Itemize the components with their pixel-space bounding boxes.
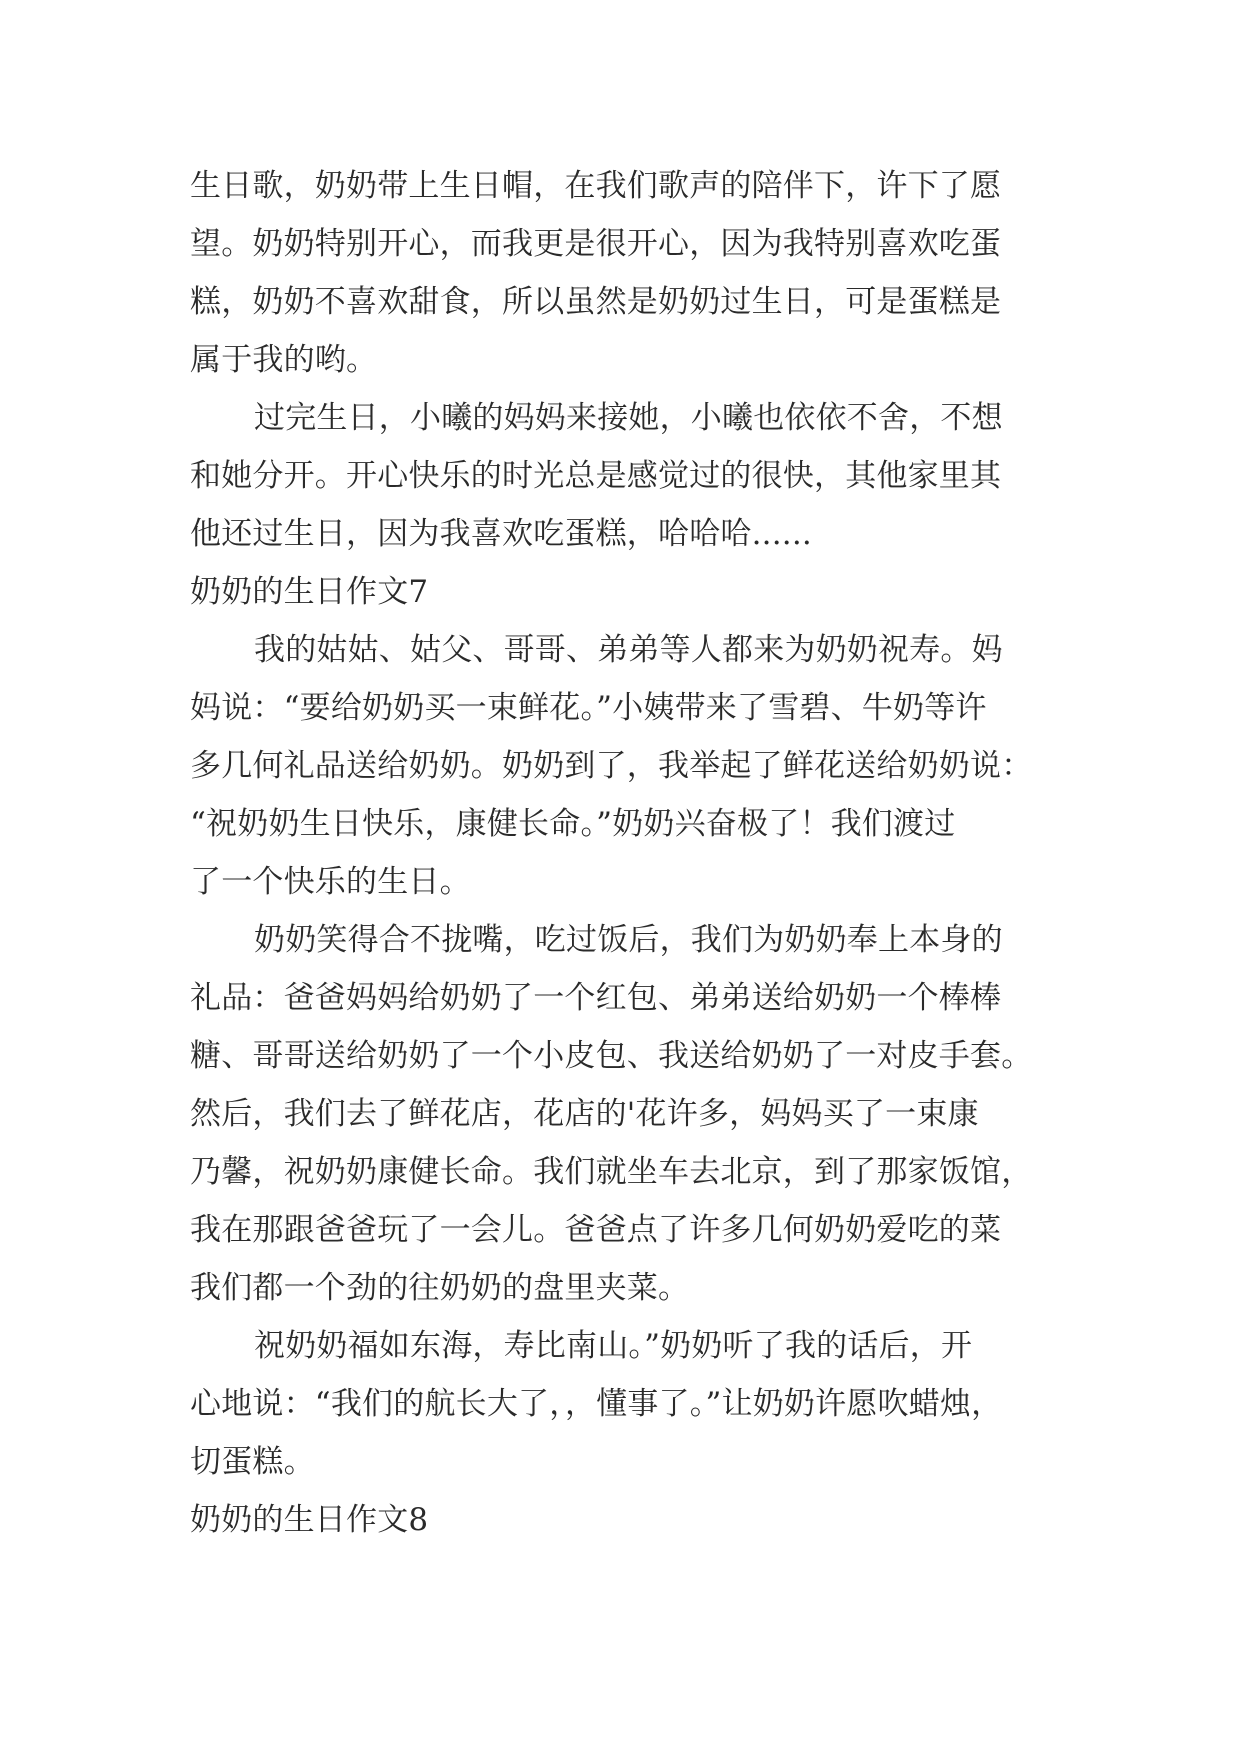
text-line: 和她分开。开心快乐的时光总是感觉过的很快，其他家里其 <box>190 458 1002 494</box>
paragraph-first-line: 奶奶笑得合不拢嘴，吃过饭后，我们为奶奶奉上本身的 <box>254 922 1003 958</box>
text-line: 乃馨，祝奶奶康健长命。我们就坐车去北京，到了那家饭馆， <box>190 1154 1033 1190</box>
paragraph-first-line: 祝奶奶福如东海，寿比南山。”奶奶听了我的话后，开 <box>254 1328 973 1364</box>
text-line: 然后，我们去了鲜花店，花店的'花许多，妈妈买了一束康 <box>190 1096 979 1132</box>
text-line: 多几何礼品送给奶奶。奶奶到了，我举起了鲜花送给奶奶说： <box>190 748 1033 784</box>
text-line: 属于我的哟。 <box>190 342 378 378</box>
text-line: 生日歌，奶奶带上生日帽，在我们歌声的陪伴下，许下了愿 <box>190 168 1002 204</box>
paragraph-first-line: 我的姑姑、姑父、哥哥、弟弟等人都来为奶奶祝寿。妈 <box>254 632 1003 668</box>
paragraph-first-line: 过完生日，小曦的妈妈来接她，小曦也依依不舍，不想 <box>254 400 1003 436</box>
text-line: 糕，奶奶不喜欢甜食，所以虽然是奶奶过生日，可是蛋糕是 <box>190 284 1002 320</box>
text-line: 望。奶奶特别开心，而我更是很开心，因为我特别喜欢吃蛋 <box>190 226 1002 262</box>
text-line: 礼品：爸爸妈妈给奶奶了一个红包、弟弟送给奶奶一个棒棒 <box>190 980 1002 1016</box>
text-line: 他还过生日，因为我喜欢吃蛋糕，哈哈哈...... <box>190 516 812 552</box>
text-line: 切蛋糕。 <box>190 1444 315 1480</box>
text-line: 我在那跟爸爸玩了一会儿。爸爸点了许多几何奶奶爱吃的菜 <box>190 1212 1002 1248</box>
text-line: 我们都一个劲的往奶奶的盘里夹菜。 <box>190 1270 690 1306</box>
section-heading: 奶奶的生日作文8 <box>190 1502 429 1538</box>
text-line: 了一个快乐的生日。 <box>190 864 471 900</box>
text-line: 妈说：“要给奶奶买一束鲜花。”小姨带来了雪碧、牛奶等许 <box>190 690 987 726</box>
text-line: “祝奶奶生日快乐，康健长命。”奶奶兴奋极了！我们渡过 <box>190 806 956 842</box>
section-heading: 奶奶的生日作文7 <box>190 574 429 610</box>
text-line: 糖、哥哥送给奶奶了一个小皮包、我送给奶奶了一对皮手套。 <box>190 1038 1033 1074</box>
text-line: 心地说：“我们的航长大了，，懂事了。”让奶奶许愿吹蜡烛， <box>190 1386 1003 1422</box>
